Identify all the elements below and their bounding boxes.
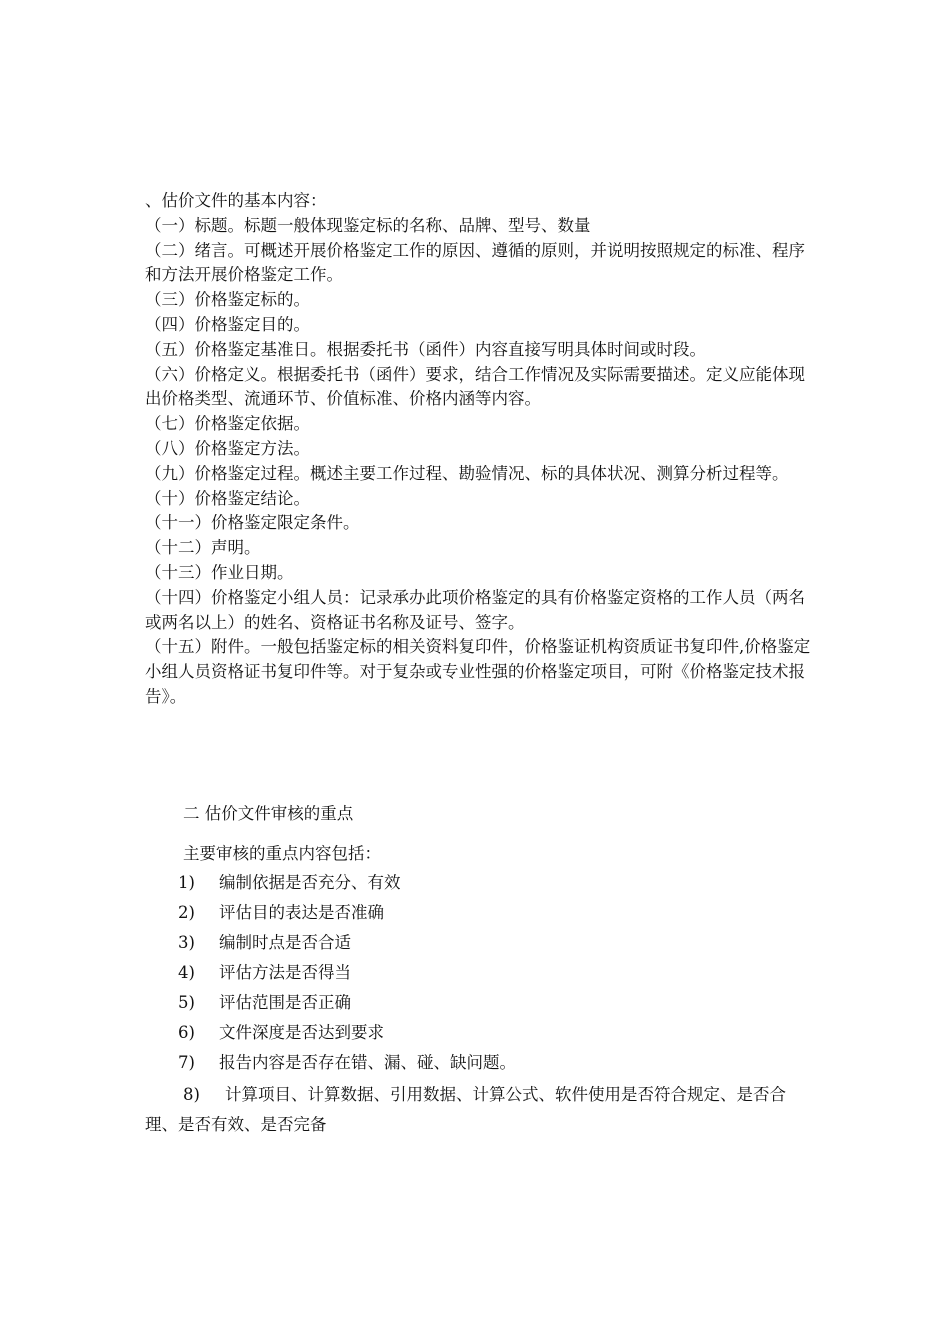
item-number: 3) (178, 933, 195, 952)
item-number: 5) (178, 993, 195, 1012)
review-item (178, 931, 798, 955)
list-item: （九）价格鉴定过程。概述主要工作过程、勘验情况、标的具体状况、测算分析过程等。 (145, 463, 789, 483)
list-item: （十四）价格鉴定小组人员：记录承办此项价格鉴定的具有价格鉴定资格的工作人员（两名或两名以上）的姓名、资格证书名称及证号、签字。 (145, 587, 805, 632)
item-number: 1) (178, 873, 195, 892)
item-text: 编制依据是否充分、有效 (219, 873, 401, 892)
list-item: （十二）声明。 (145, 538, 261, 558)
item-number: 4) (178, 963, 195, 982)
review-item (178, 901, 798, 925)
review-item (178, 1021, 798, 1045)
list-item: （十）价格鉴定结论。 (145, 488, 310, 508)
item-text: 报告内容是否存在错、漏、碰、缺问题。 (219, 1053, 516, 1072)
item-text: 计算项目、计算数据、引用数据、计算公式、软件使用是否符合规定、是否合理、是否有效、是否完备 (145, 1085, 786, 1134)
list-item: （一）标题。标题一般体现鉴定标的名称、品牌、型号、数量 (145, 215, 591, 235)
item-text: 文件深度是否达到要求 (219, 1023, 384, 1042)
review-item (178, 991, 798, 1015)
section-heading: 、估价文件的基本内容： (145, 191, 327, 210)
section-intro: 主要审核的重点内容包括： (183, 844, 381, 863)
review-item (178, 871, 798, 895)
section-title: 二 估价文件审核的重点 (183, 804, 354, 823)
list-item: （六）价格定义。根据委托书（函件）要求，结合工作情况及实际需要描述。定义应能体现出价格类型、流通环节、价值标准、价格内涵等内容。 (145, 364, 805, 409)
section-basic-contents (145, 189, 815, 710)
item-text: 编制时点是否合适 (219, 933, 351, 952)
review-item (178, 1051, 798, 1075)
list-item: （十一）价格鉴定限定条件。 (145, 513, 360, 533)
list-item: （三）价格鉴定标的。 (145, 290, 310, 310)
list-item: （七）价格鉴定依据。 (145, 414, 310, 434)
item-number: 8) (183, 1085, 200, 1104)
list-item: （四）价格鉴定目的。 (145, 314, 310, 334)
list-item: （十五）附件。一般包括鉴定标的相关资料复印件，价格鉴证机构资质证书复印件,价格鉴定小组人员资格证书复印件等。对于复杂或专业性强的价格鉴定项目，可附《价格鉴定技术报告》。 (145, 637, 811, 706)
review-item-wrapped (145, 1080, 815, 1140)
item-number: 7) (178, 1053, 195, 1072)
item-text: 评估范围是否正确 (219, 993, 351, 1012)
list-item: （八）价格鉴定方法。 (145, 438, 310, 458)
review-item (178, 961, 798, 985)
list-item: （十三）作业日期。 (145, 562, 294, 582)
item-number: 6) (178, 1023, 195, 1042)
item-text: 评估目的表达是否准确 (219, 903, 384, 922)
list-item: （五）价格鉴定基准日。根据委托书（函件）内容直接写明具体时间或时段。 (145, 339, 706, 359)
item-number: 2) (178, 903, 195, 922)
list-item: （二）绪言。可概述开展价格鉴定工作的原因、遵循的原则，并说明按照规定的标准、程序和方法开展价格鉴定工作。 (145, 240, 805, 285)
item-text: 评估方法是否得当 (219, 963, 351, 982)
